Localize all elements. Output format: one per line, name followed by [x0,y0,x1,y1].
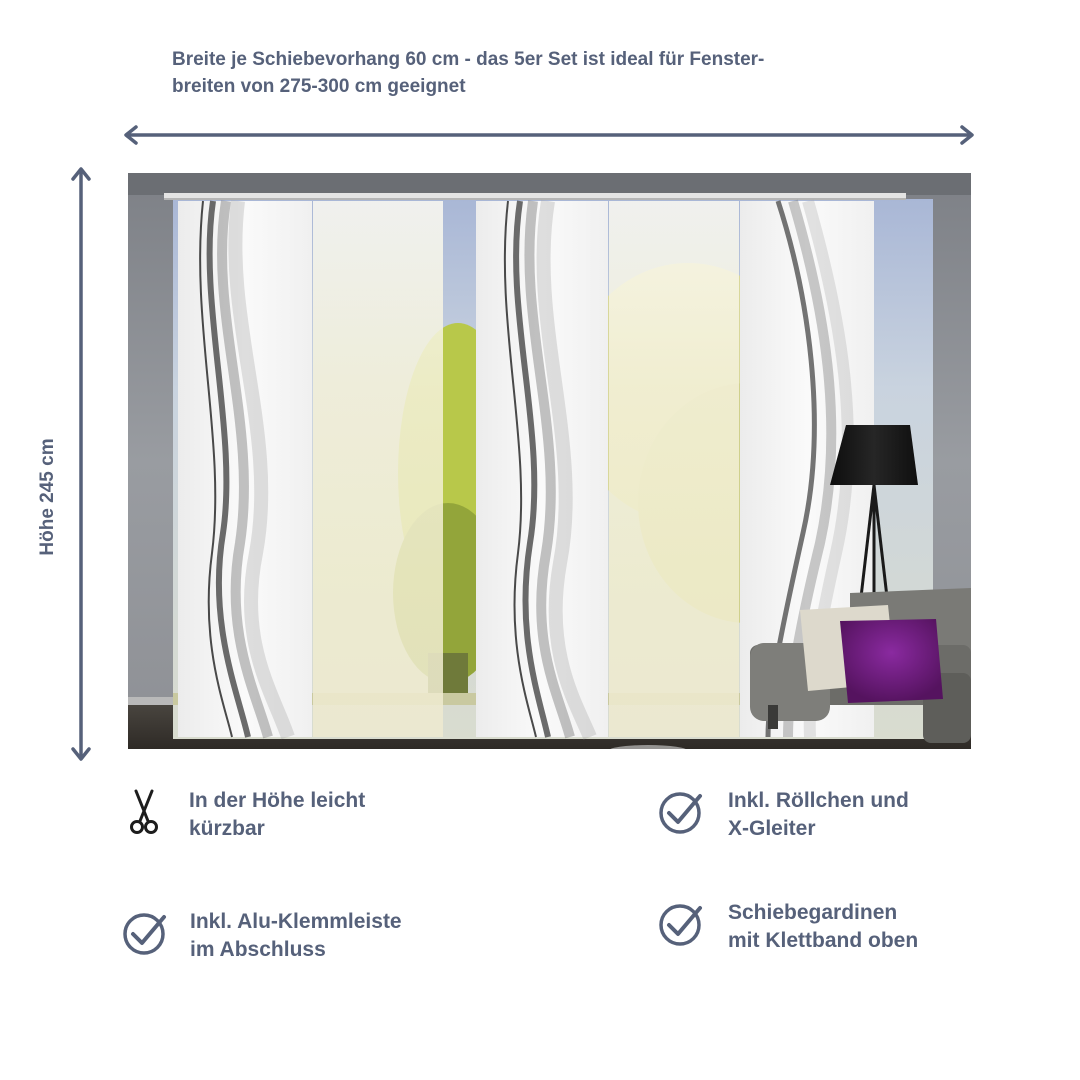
feature-line-1: Inkl. Röllchen und [728,789,909,812]
feature-alu-bar [122,908,402,964]
feature-text [189,787,365,843]
feature-line-1: Schiebegardinen [728,901,898,924]
scissors-icon [122,787,170,835]
feature-line-2: im Abschluss [190,938,326,961]
curtain-panel-1 [178,201,312,737]
curtain-panel-2 [313,201,443,737]
curtain-panel-3 [476,201,608,737]
curtain-panel-4 [609,201,739,737]
feature-velcro [658,899,918,955]
check-circle-icon [122,908,170,956]
height-arrow-icon [68,165,94,763]
feature-line-1: In der Höhe leicht [189,789,366,812]
headline-line-2: breiten von 275-300 cm geeignet [172,76,466,97]
headline [172,46,912,100]
product-photo [128,173,971,749]
feature-line-2: X-Gleiter [728,817,816,840]
feature-line-1: Inkl. Alu-Klemmleiste [190,910,402,933]
feature-line-2: kürzbar [189,817,265,840]
feature-text [728,899,918,955]
headline-line-1: Breite je Schiebevorhang 60 cm - das 5er Set ist ideal für Fenster- [172,49,765,70]
width-arrow-icon [120,122,978,148]
feature-text [190,908,402,964]
check-circle-icon [658,899,706,947]
feature-height-shortenable [122,787,365,843]
feature-rollers-gliders [658,787,909,843]
height-label-text: Höhe 245 cm [37,438,58,556]
feature-text [728,787,909,843]
check-circle-icon [658,787,706,835]
feature-line-2: mit Klettband oben [728,929,919,952]
